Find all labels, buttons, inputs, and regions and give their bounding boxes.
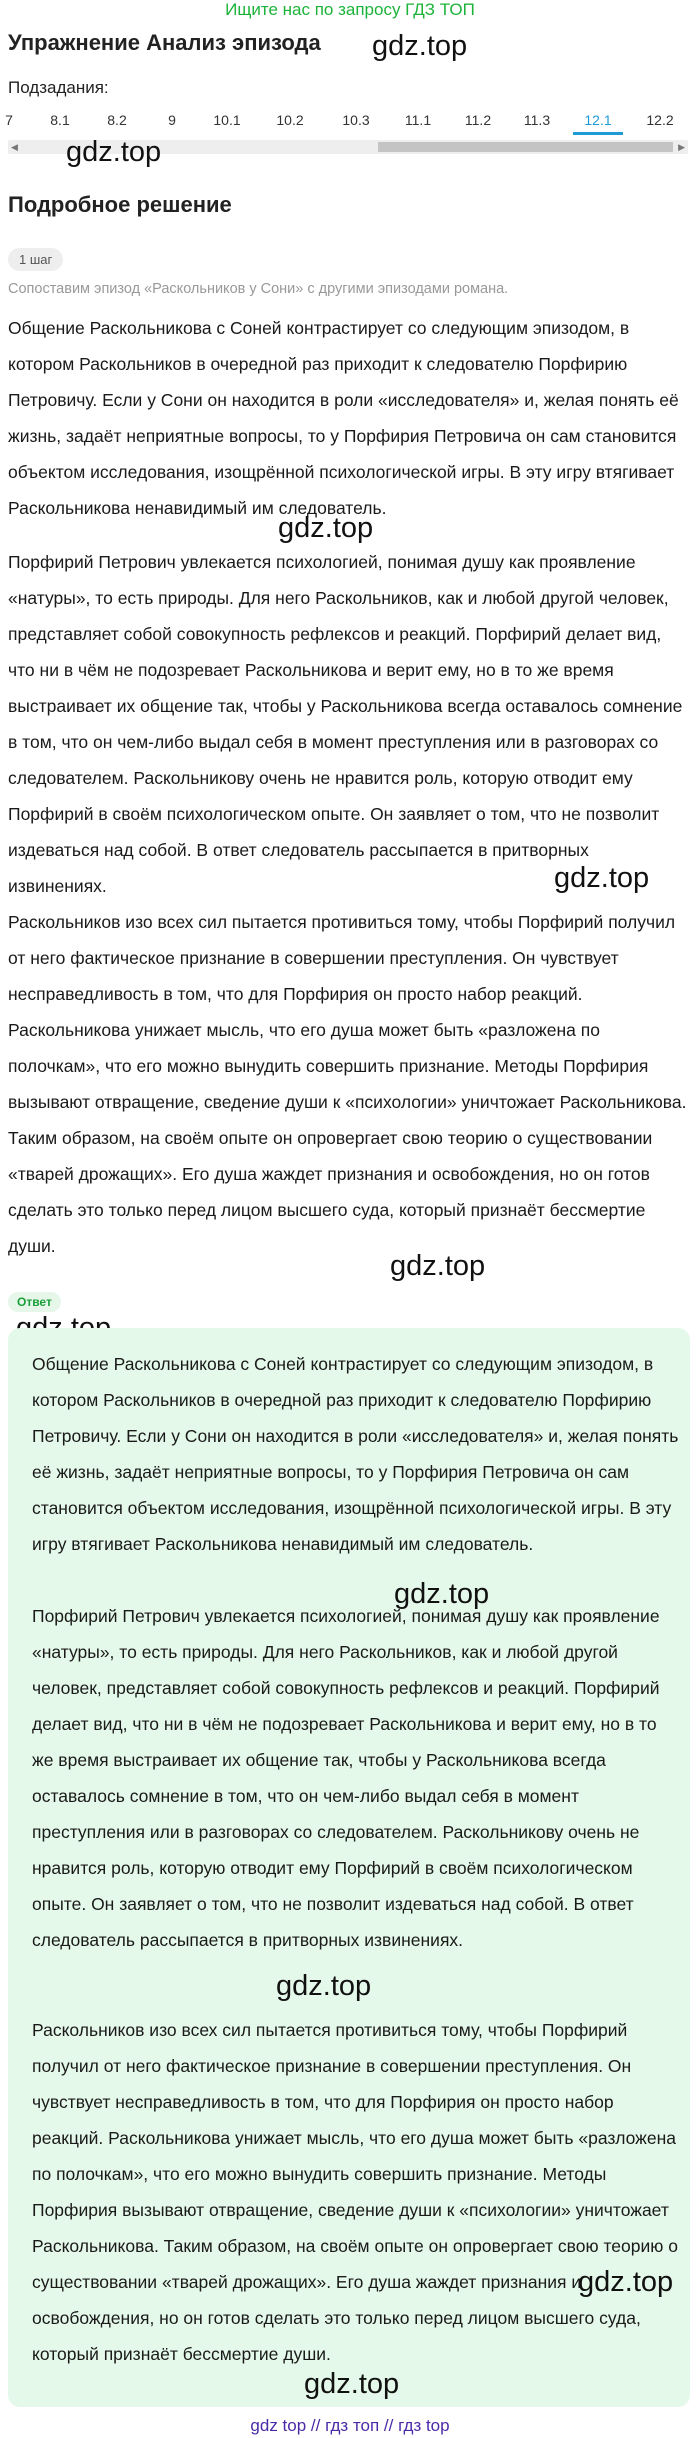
tab-9[interactable]: 9 [168, 112, 176, 128]
watermark: gdz.top [554, 862, 650, 894]
answer-paragraph: Общение Раскольникова с Соней контрастирует со следующим эпизодом, в котором Раскольников в очередной раз приходит к следователю Порфирию Петровичу. Если у Сони он находится в роли «исследователя» и, желая понять её жизнь, задаёт неприятные вопросы, то у Порфирия Петровича он сам становится объектом исследования, изощрённой психологической игры. В эту игру втягивает Раскольникова ненавидимый им следователь. [32, 1354, 679, 1554]
watermark: gdz.top [578, 2266, 674, 2298]
tab-12-2[interactable]: 12.2 [646, 112, 674, 128]
watermark: gdz.top [278, 512, 374, 544]
answer-paragraph: Порфирий Петрович увлекается психологией, понимая душу как проявление «натуры», то есть природы. Для него Раскольников, как и любой другой человек, представляет собой совокупность рефлексов и реакций. Порфирий делает вид, что ни в чём не подозревает Раскольникова и верит ему, но в то же время выстраивает их общение так, чтобы у Раскольникова всегда оставалось сомнение в том, что он чем-либо выдал себя в момент преступления или в разговорах со следователем. Раскольникову очень не нравится роль, которую отводит ему Порфирий в своём психологическом опыте. Он заявляет о том, что не позволит издеваться над собой. В ответ следователь рассыпается в притворных извинениях. [32, 1606, 660, 1950]
solution-paragraph: Раскольников изо всех сил пытается противиться тому, чтобы Порфирий получил от него фактическое признание в совершении преступления. Он чувствует несправедливость в том, что для Порфирия он просто набор реакций. Раскольникова унижает мысль, что его душа может быть «разложена по полочкам», что его можно вынудить совершить признание. Методы Порфирия вызывают отвращение, сведение души к «психологии» уничтожает Раскольникова. Таким образом, на своём опыте он опровергает свою теорию о существовании «тварей дрожащих». Его душа жаждет признания и освобождения, но он готов сделать это только перед лицом высшего суда, который признаёт бессмертие души. [8, 912, 687, 1256]
footer-links[interactable]: gdz top // гдз топ // гдз top [250, 2416, 450, 2435]
tab-8-2[interactable]: 8.2 [107, 112, 127, 128]
tab-8-1[interactable]: 8.1 [50, 112, 70, 128]
subtasks-label: Подзадания: [8, 78, 109, 97]
subtask-tabs [0, 108, 700, 138]
watermark: gdz.top [66, 136, 162, 168]
answer-badge: Ответ [8, 1292, 61, 1312]
step-badge: 1 шаг [8, 248, 63, 271]
page-title: Упражнение Анализ эпизода [8, 30, 321, 55]
scrollbar-thumb[interactable] [378, 142, 673, 152]
tab-11-1[interactable]: 11.1 [404, 112, 432, 128]
tab-10-2[interactable]: 10.2 [276, 112, 304, 128]
solution-paragraph: Порфирий Петрович увлекается психологией, понимая душу как проявление «натуры», то есть природы. Для него Раскольников, как и любой другой человек, представляет собой совокупность рефлексов и реакций. Порфирий делает вид, что ни в чём не подозревает Раскольникова и верит ему, но в то же время выстраивает их общение так, чтобы у Раскольникова всегда оставалось сомнение в том, что он чем-либо выдал себя в момент преступления или в разговорах со следователем. Раскольникову очень не нравится роль, которую отводит ему Порфирий в своём психологическом опыте. Он заявляет о том, что не позволит издеваться над собой. В ответ следователь рассыпается в притворных извинениях. [8, 552, 683, 896]
watermark: gdz.top [276, 1970, 372, 2002]
tab-12-1[interactable]: 12.1 [573, 108, 623, 135]
tab-10-3[interactable]: 10.3 [342, 112, 370, 128]
watermark: gdz.top [372, 30, 468, 62]
answer-paragraph: Раскольников изо всех сил пытается противиться тому, чтобы Порфирий получил от него фактическое признание в совершении преступления. Он чувствует несправедливость в том, что для Порфирия он просто набор реакций. Раскольникова унижает мысль, что его душа может быть «разложена по полочкам», что его можно вынудить совершить признание. Методы Порфирия вызывают отвращение, сведение души к «психологии» уничтожает Раскольникова. Таким образом, на своём опыте он опровергает свою теорию о существовании «тварей дрожащих». Его душа жаждет признания и освобождения, но он готов сделать это только перед лицом высшего суда, который признаёт бессмертие души. [32, 2020, 678, 2364]
watermark: gdz.top [390, 1250, 486, 1282]
scroll-left-icon[interactable]: ◀ [11, 142, 18, 152]
tab-11-3[interactable]: 11.3 [523, 112, 551, 128]
watermark: gdz.top [394, 1578, 490, 1610]
tab-11-2[interactable]: 11.2 [464, 112, 492, 128]
step-hint: Сопоставим эпизод «Раскольников у Сони» с другими эпизодами романа. [8, 281, 509, 297]
promo-banner[interactable]: Ищите нас по запросу ГДЗ ТОП [225, 0, 475, 19]
solution-paragraph: Общение Раскольникова с Соней контрастирует со следующим эпизодом, в котором Раскольников в очередной раз приходит к следователю Порфирию Петровичу. Если у Сони он находится в роли «исследователя» и, желая понять её жизнь, задаёт неприятные вопросы, то у Порфирия Петровича он сам становится объектом исследования, изощрённой психологической игры. В эту игру втягивает Раскольникова ненавидимый им следователь. [8, 318, 679, 518]
solution-heading: Подробное решение [8, 192, 232, 217]
tab-10-1[interactable]: 10.1 [213, 112, 241, 128]
watermark: gdz.top [304, 2368, 400, 2400]
scroll-right-icon[interactable]: ▶ [678, 142, 685, 152]
tab-7[interactable]: 7 [5, 112, 13, 128]
